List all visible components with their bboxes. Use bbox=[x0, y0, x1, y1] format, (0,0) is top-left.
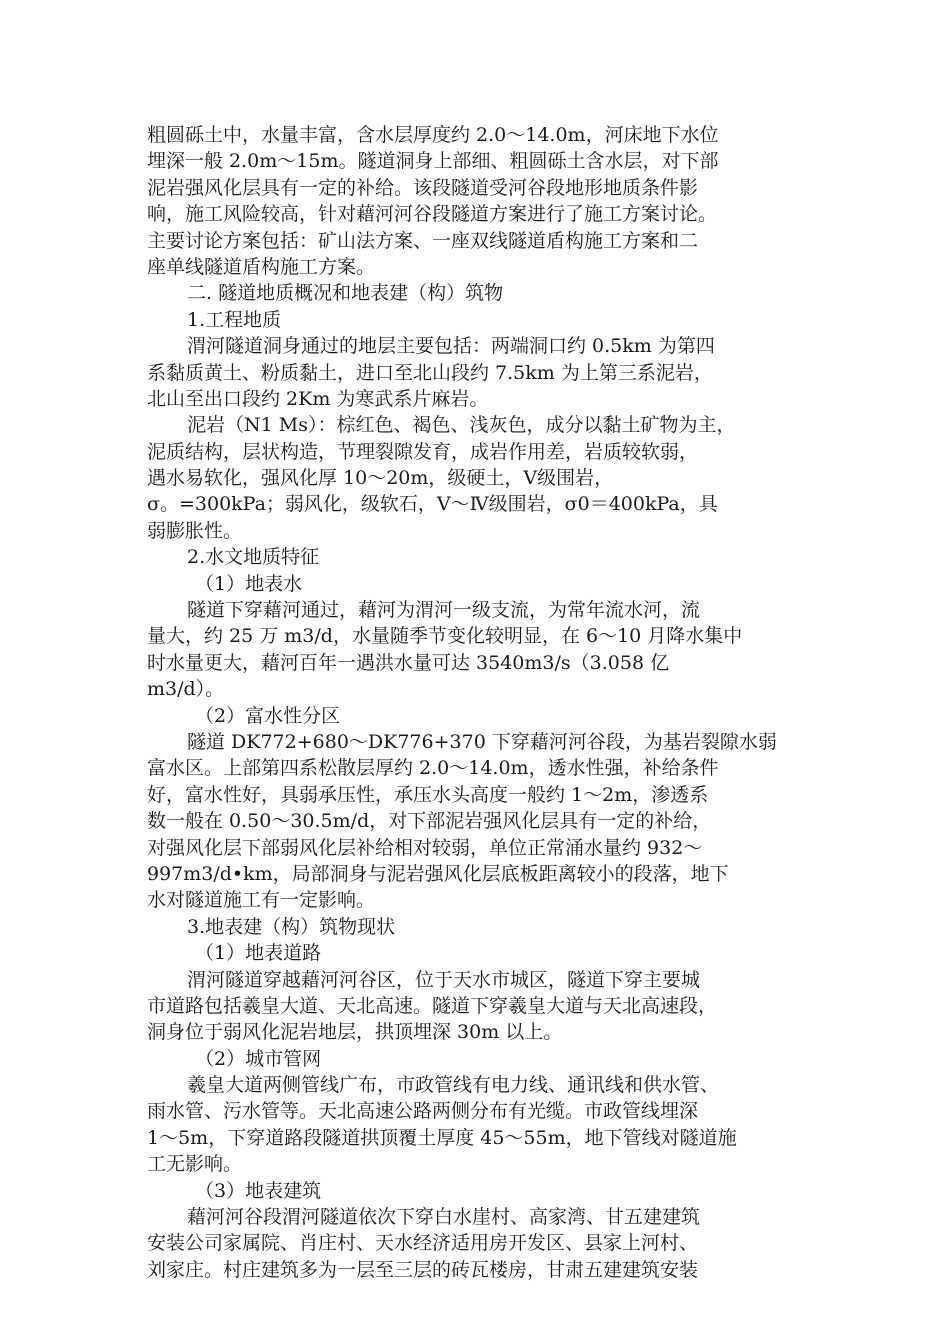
text-line: 遇水易软化，强风化厚 10～20m，级硬土，Ⅴ级围岩， bbox=[147, 467, 614, 490]
text-line: 洞身位于弱风化泥岩地层，拱顶埋深 30m 以上。 bbox=[147, 1021, 563, 1044]
text-line: 泥岩强风化层具有一定的补给。该段隧道受河谷段地形地质条件影 bbox=[147, 176, 699, 199]
text-line: 粗圆砾土中，水量丰富，含水层厚度约 2.0～14.0m，河床地下水位 bbox=[147, 124, 719, 146]
text-line: 羲皇大道两侧管线广布，市政管线有电力线、通讯线和供水管、 bbox=[187, 1074, 720, 1097]
text-line: 时水量更大，藉河百年一遇洪水量可达 3540m3/s（3.058 亿 bbox=[147, 651, 670, 674]
text-line: 二. 隧道地质概况和地表建（构）筑物 bbox=[187, 282, 504, 305]
text-line: m3/d）。 bbox=[147, 678, 225, 701]
text-line: 隧道 DK772+680～DK776+370 下穿藉河河谷段，为基岩裂隙水弱 bbox=[187, 730, 777, 753]
text-line: 1.工程地质 bbox=[187, 308, 282, 331]
text-line: 泥岩（N1 Ms）：棕红色、褐色、浅灰色，成分以黏土矿物为主， bbox=[187, 414, 736, 437]
text-line: 量大，约 25 万 m3/d，水量随季节变化较明显，在 6～10 月降水集中 bbox=[147, 625, 743, 648]
text-line: 刘家庄。村庄建筑多为一层至三层的砖瓦楼房，甘肃五建建筑安装 bbox=[147, 1258, 699, 1281]
text-line: 水对隧道施工有一定影响。 bbox=[147, 889, 376, 912]
text-line: 藉河河谷段渭河隧道依次下穿白水崖村、高家湾、甘五建建筑 bbox=[187, 1206, 701, 1229]
text-line: （3）地表建筑 bbox=[195, 1179, 322, 1202]
text-line: 隧道下穿藉河通过，藉河为渭河一级支流，为常年流水河，流 bbox=[187, 599, 701, 622]
text-line: 渭河隧道洞身通过的地层主要包括：两端洞口约 0.5km 为第四 bbox=[187, 335, 715, 358]
text-line: （1）地表道路 bbox=[195, 942, 322, 965]
text-line: σ。=300kPa；弱风化，级软石，Ⅴ～Ⅳ级围岩，σ0＝400kPa，具 bbox=[147, 493, 718, 516]
text-line: 渭河隧道穿越藉河河谷区，位于天水市城区，隧道下穿主要城 bbox=[187, 968, 701, 991]
text-line: 1～5m，下穿道路段隧道拱顶覆土厚度 45～55m，地下管线对隧道施 bbox=[147, 1126, 737, 1149]
text-line: 主要讨论方案包括：矿山法方案、一座双线隧道盾构施工方案和二 bbox=[147, 229, 699, 252]
text-line: 好，富水性好，具弱承压性，承压水头高度一般约 1～2m，渗透系 bbox=[147, 783, 709, 806]
text-line: 雨水管、污水管等。天北高速公路两侧分布有光缆。市政管线埋深 bbox=[147, 1100, 699, 1123]
text-line: 3.地表建（构）筑物现状 bbox=[187, 915, 396, 938]
text-line: 泥质结构，层状构造，节理裂隙发育，成岩作用差，岩质较软弱， bbox=[147, 440, 699, 463]
text-line: 2.水文地质特征 bbox=[187, 546, 320, 569]
text-line: （2）富水性分区 bbox=[195, 704, 341, 727]
text-line: （2）城市管网 bbox=[195, 1047, 322, 1070]
text-line: 安装公司家属院、肖庄村、天水经济适用房开发区、县家上河村、 bbox=[147, 1232, 699, 1255]
text-line: 系黏质黄土、粉质黏土，进口至北山段约 7.5km 为上第三系泥岩， bbox=[147, 361, 713, 384]
text-line: 座单线隧道盾构施工方案。 bbox=[147, 255, 376, 278]
text-line: 市道路包括羲皇大道、天北高速。隧道下穿羲皇大道与天北高速段， bbox=[147, 994, 718, 1017]
text-line: 997m3/d•km，局部洞身与泥岩强风化层底板距离较小的段落，地下 bbox=[147, 862, 729, 885]
text-line: 北山至出口段约 2Km 为寒武系片麻岩。 bbox=[147, 387, 489, 410]
text-line: （1）地表水 bbox=[195, 572, 303, 595]
text-line: 弱膨胀性。 bbox=[147, 519, 243, 542]
text-line: 响，施工风险较高，针对藉河河谷段隧道方案进行了施工方案讨论。 bbox=[147, 203, 718, 226]
text-line: 工无影响。 bbox=[147, 1153, 243, 1176]
text-line: 数一般在 0.50～30.5m/d，对下部泥岩强风化层具有一定的补给， bbox=[147, 810, 712, 833]
text-line: 埋深一般 2.0m～15m。隧道洞身上部细、粗圆砾土含水层，对下部 bbox=[147, 150, 719, 173]
text-line: 富水区。上部第四系松散层厚约 2.0～14.0m，透水性强，补给条件 bbox=[147, 757, 719, 780]
text-line: 对强风化层下部弱风化层补给相对较弱，单位正常涌水量约 932～ bbox=[147, 836, 703, 859]
document-body bbox=[147, 122, 827, 1283]
